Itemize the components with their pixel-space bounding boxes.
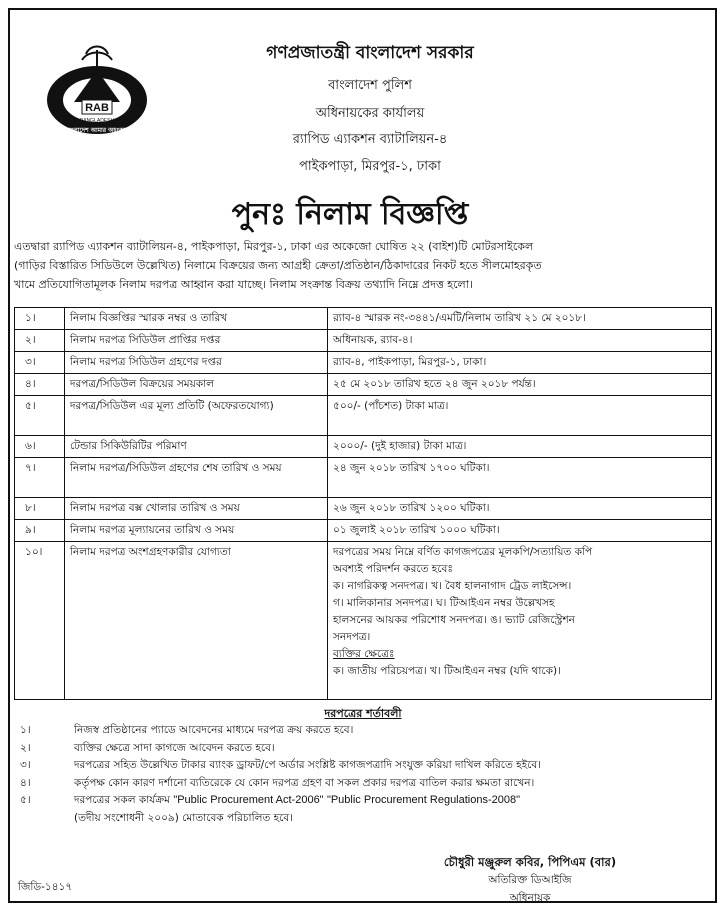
terms-title: দরপত্রের শর্তাবলী (324, 707, 402, 720)
row-value (328, 542, 712, 700)
row-number: ৪। (15, 374, 65, 396)
organization-name: বাংলাদেশ পুলিশ (328, 78, 412, 93)
row-number: ১। (15, 308, 65, 330)
row-value: অধিনায়ক, র‍্যাব-৪। (328, 330, 712, 352)
term-number: ৪। (20, 776, 31, 789)
signatory-name: চৌধুরী মঞ্জুরুল কবির, পিপিএম (বার) (443, 855, 617, 869)
row-number: ৫। (15, 396, 65, 436)
row-label: নিলাম দরপত্র মূল্যায়নের তারিখ ও সময় (65, 520, 328, 542)
row-label: নিলাম দরপত্র অংশগ্রহণকারীর যোগ্যতা (65, 542, 328, 700)
notice-title: পুনঃ নিলাম বিজ্ঞপ্তি (231, 197, 469, 232)
qualification-line: ক। নাগরিকত্ব সনদপত্র। খ। বৈধ হালনাগাদ ট্রেড লাইসেন্স। (333, 580, 572, 592)
auction-details-table (14, 307, 712, 700)
procurement-regulations: "Public Procurement Regulations-2008" (326, 794, 521, 806)
term-text: কর্তৃপক্ষ কোন কারণ দর্শানো ব্যতিরেকে যে কোন দরপত্র গ্রহণ বা সকল প্রকার দরপত্র বাতিল করার ক্ষমতা রাখেন। (74, 776, 535, 789)
row-label: দরপত্র/সিডিউল এর মূল্য প্রতিটি (অফেরতযোগ্য) (65, 396, 328, 436)
term-number: ৩। (20, 759, 31, 771)
qualification-line: গ। মালিকানার সনদপত্র। ঘ। টিআইএন নম্বর উল্লেখসহ (333, 597, 555, 609)
government-title: গণপ্রজাতন্ত্রী বাংলাদেশ সরকার (266, 43, 474, 63)
office-address: পাইকপাড়া, মিরপুর-১, ঢাকা (299, 159, 441, 174)
intro-line: খামে প্রতিযোগিতামূলক নিলাম দরপত্র আহ্বান করা যাচ্ছে। নিলাম সংক্রান্ত বিক্রয় তথ্যাদি নিম্নে প্রদত্ত হলো। (14, 278, 473, 291)
rab-emblem-icon (40, 40, 155, 140)
individual-heading: ব্যক্তির ক্ষেত্রেঃ (333, 648, 395, 660)
row-value: র‍্যাব-৪ স্মারক নং-৩৪৪১/এমটি/নিলাম তারিখ ২১ মে ২০১৮। (328, 308, 712, 330)
row-number: ৩। (15, 352, 65, 374)
row-label: টেন্ডার সিকিউরিটির পরিমাণ (65, 436, 328, 458)
qualification-line: সনদপত্র। (333, 631, 371, 643)
rab-logo (40, 40, 155, 140)
terms-list (14, 722, 712, 827)
row-value: র‍্যাব-৪, পাইকপাড়া, মিরপুর-১, ঢাকা। (328, 352, 712, 374)
table-row (15, 308, 712, 330)
term-item (14, 775, 712, 793)
term-number: ১। (20, 724, 31, 736)
term-item (14, 757, 712, 775)
row-value: ০১ জুলাই ২০১৮ তারিখ ১০০০ ঘটিকা। (328, 520, 712, 542)
intro-line: (গাড়ির বিস্তারিত সিডিউলে উল্লেখিত) নিলামে বিক্রয়ের জন্য আগ্রহী ক্রেতা/প্রতিষ্ঠান/ঠিকাদারের নিকট হতে সীলমোহরকৃত (14, 259, 542, 272)
term-item-continuation (14, 810, 712, 828)
row-label: নিলাম দরপত্র সিডিউল গ্রহণের দপ্তর (65, 352, 328, 374)
row-number: ৬। (15, 436, 65, 458)
table-row (15, 458, 712, 498)
table-row (15, 352, 712, 374)
row-value: ২৫ মে ২০১৮ তারিখ হতে ২৪ জুন ২০১৮ পর্যন্ত। (328, 374, 712, 396)
office-name: অধিনায়কের কার্যালয় (315, 106, 425, 121)
signatory-designation: অতিরিক্ত ডিআইজি (488, 874, 572, 886)
row-label: নিলাম দরপত্র বক্স খোলার তারিখ ও সময় (65, 498, 328, 520)
row-number: ১০। (15, 542, 65, 700)
gd-number: জিডি-১৪১৭ (18, 881, 73, 893)
qualification-line: অবশ্যই পরিদর্শন করতে হবেঃ (333, 563, 453, 575)
battalion-name: র‍্যাপিড এ্যাকশন ব্যাটালিয়ন-৪ (292, 132, 448, 147)
signatory-role: অধিনায়ক (509, 892, 551, 904)
intro-paragraph (14, 237, 710, 294)
logo-rab-text: RAB (85, 102, 109, 114)
row-label: দরপত্র/সিডিউল বিক্রয়ের সময়কাল (65, 374, 328, 396)
term-item (14, 792, 712, 810)
qualification-line: দরপত্রের সময় নিম্নে বর্ণিত কাগজপত্রের মূলকপি/সত্যায়িত কপি (333, 546, 593, 558)
row-number: ৮। (15, 498, 65, 520)
row-value: ২০০০/- (দুই হাজার) টাকা মাত্র। (328, 436, 712, 458)
row-number: ৯। (15, 520, 65, 542)
qualification-line: হালসনের আয়কর পরিশোধ সনদপত্র। ঙ। ভ্যাট রেজিস্ট্রেশন (333, 614, 575, 626)
term-text: দরপত্রের সহিত উল্লেখিত টাকার ব্যাংক ড্রাফট/পে অর্ডার সংশ্লিষ্ট কাগজপত্রাদি সংযুক্ত করিয়া দাখিল করিতে হইবে। (74, 759, 541, 771)
row-value: ২৬ জুন ২০১৮ তারিখ ১২০০ ঘটিকা। (328, 498, 712, 520)
term-number: ৫। (20, 794, 31, 806)
table-row (15, 436, 712, 458)
row-number: ৭। (15, 458, 65, 498)
table-row (15, 396, 712, 436)
row-value: ৫০০/- (পাঁচশত) টাকা মাত্র। (328, 396, 712, 436)
term-text: নিজস্ব প্রতিষ্ঠানের প্যাডে আবেদনের মাধ্যমে দরপত্র ক্রয় করতে হবে। (74, 724, 354, 736)
row-label: নিলাম বিজ্ঞপ্তির স্মারক নম্বর ও তারিখ (65, 308, 328, 330)
table-row (15, 374, 712, 396)
term-item (14, 740, 712, 758)
procurement-act: "Public Procurement Act-2006" (173, 794, 324, 806)
intro-line: এতদ্বারা র‍্যাপিড এ্যাকশন ব্যাটালিয়ন-৪, পাইকপাড়া, মিরপুর-১, ঢাকা এর অকেজো ঘোষিত ২২ (বাইশ)টি মোটরসাইকেল (14, 240, 534, 253)
row-value: ২৪ জুন ২০১৮ তারিখ ১৭০০ ঘটিকা। (328, 458, 712, 498)
row-label: নিলাম দরপত্র/সিডিউল গ্রহণের শেষ তারিখ ও সময় (65, 458, 328, 498)
row-number: ২। (15, 330, 65, 352)
table-row (15, 498, 712, 520)
row-label: নিলাম দরপত্র সিডিউল প্রাপ্তির দপ্তর (65, 330, 328, 352)
table-row (15, 520, 712, 542)
term-number: ২। (20, 741, 31, 754)
term-text-prefix: দরপত্রের সকল কার্যক্রম (74, 794, 170, 806)
logo-motto: বাংলাদেশ আমার অহংকার (65, 127, 129, 134)
logo-country-text: BANGLADESH (79, 118, 115, 124)
table-row (15, 542, 712, 700)
term-text-suffix: (তদীয় সংশোধনী ২০০৯) মোতাবেক পরিচালিত হবে। (74, 811, 293, 824)
individual-requirements: ক। জাতীয় পরিচয়পত্র। খ। টিআইএন নম্বর (যদি থাকে)। (333, 665, 561, 677)
table-row (15, 330, 712, 352)
term-item (14, 722, 712, 740)
term-text: ব্যক্তির ক্ষেত্রে সাদা কাগজে আবেদন করতে হবে। (74, 741, 275, 754)
